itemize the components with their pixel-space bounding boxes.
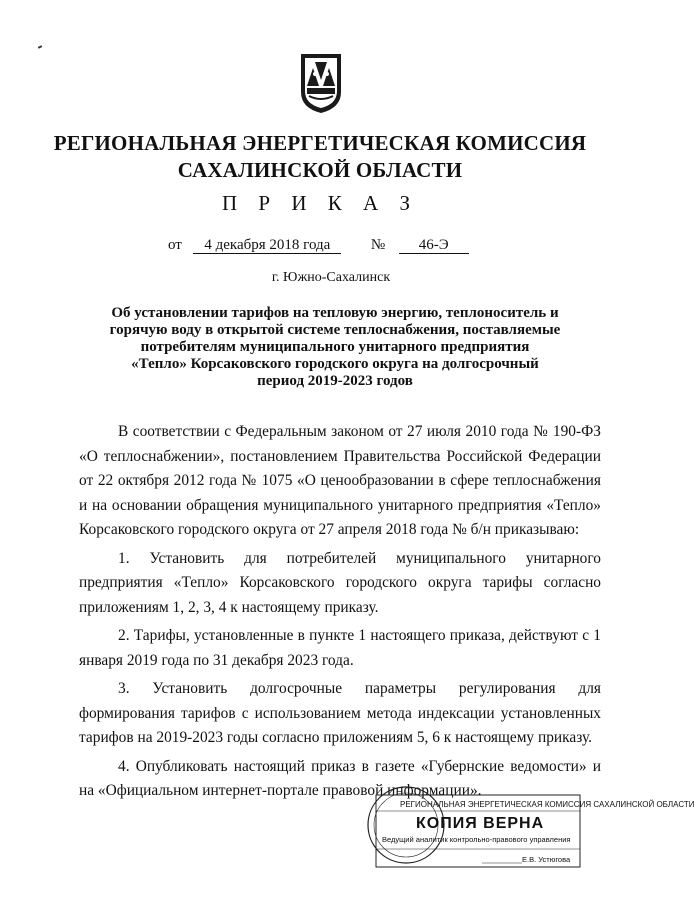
- body-paragraph: 3. Установить долгосрочные параметры регулирования для формирования тарифов с использованием метода индексации установленных тарифов на 2019-2023 годы согласно приложениям 5, 6 к настоящему приказу.: [79, 680, 601, 746]
- stamp-main-text: КОПИЯ ВЕРНА: [416, 815, 545, 832]
- subject-line: потребителям муниципального унитарного предприятия: [140, 339, 530, 355]
- order-number-label: №: [370, 237, 386, 253]
- commission-title-line2: САХАЛИНСКОЙ ОБЛАСТИ: [177, 158, 463, 182]
- body-paragraph: 1. Установить для потребителей муниципального унитарного предприятия «Тепло» Корсаковского городского округа тарифы согласно приложениям 1, 2, 3, 4 к настоящему приказу.: [79, 549, 601, 616]
- subject-line: «Тепло» Корсаковского городского округа на долгосрочный: [131, 356, 539, 372]
- scan-artifact: [38, 45, 42, 49]
- stamp-organization: РЕГИОНАЛЬНАЯ ЭНЕРГЕТИЧЕСКАЯ КОМИССИЯ САХАЛИНСКОЙ ОБЛАСТИ: [400, 800, 694, 809]
- subject-line: Об установлении тарифов на тепловую энергию, теплоноситель и: [111, 305, 559, 321]
- document-type: П Р И К А З: [222, 191, 418, 215]
- stamp-position: Ведущий аналитик контрольно-правового управления: [382, 835, 571, 844]
- order-number: 46-Э: [399, 237, 469, 254]
- commission-title-line1: РЕГИОНАЛЬНАЯ ЭНЕРГЕТИЧЕСКАЯ КОМИССИЯ: [53, 131, 587, 155]
- subject-line: горячую воду в открытой системе теплоснабжения, поставляемые: [109, 322, 561, 338]
- date-from-label: от: [168, 237, 182, 253]
- order-subject: [100, 305, 570, 390]
- certified-copy-stamp: [362, 779, 694, 871]
- body-paragraph: 4. Опубликовать настоящий приказ в газете «Губернские ведомости» и на «Официальном интернет-портале правовой информации».: [79, 757, 601, 799]
- order-date-line: [168, 237, 469, 254]
- subject-line: период 2019-2023 годов: [257, 373, 413, 389]
- order-city: г. Южно-Сахалинск: [271, 270, 391, 285]
- order-date: 4 декабря 2018 года: [193, 237, 341, 254]
- body-paragraph: В соответствии с Федеральным законом от 27 июля 2010 года № 190-ФЗ «О теплоснабжении», постановлением Правительства Российской Федерации от 22 октября 2012 года № 1075 «О ценообразовании в сфере теплоснабжения и на основании обращения муниципального унитарного предприятия «Тепло» Корсаковского городского округа от 27 апреля 2018 года № б/н приказываю:: [79, 423, 601, 538]
- order-body: [79, 420, 601, 804]
- sakhalin-coat-of-arms-icon: [297, 50, 345, 116]
- stamp-signatory-name: Е.В. Устюгова: [522, 855, 571, 864]
- body-paragraph: 2. Тарифы, установленные в пункте 1 настоящего приказа, действуют с 1 января 2019 года по 31 декабря 2023 года.: [79, 627, 601, 669]
